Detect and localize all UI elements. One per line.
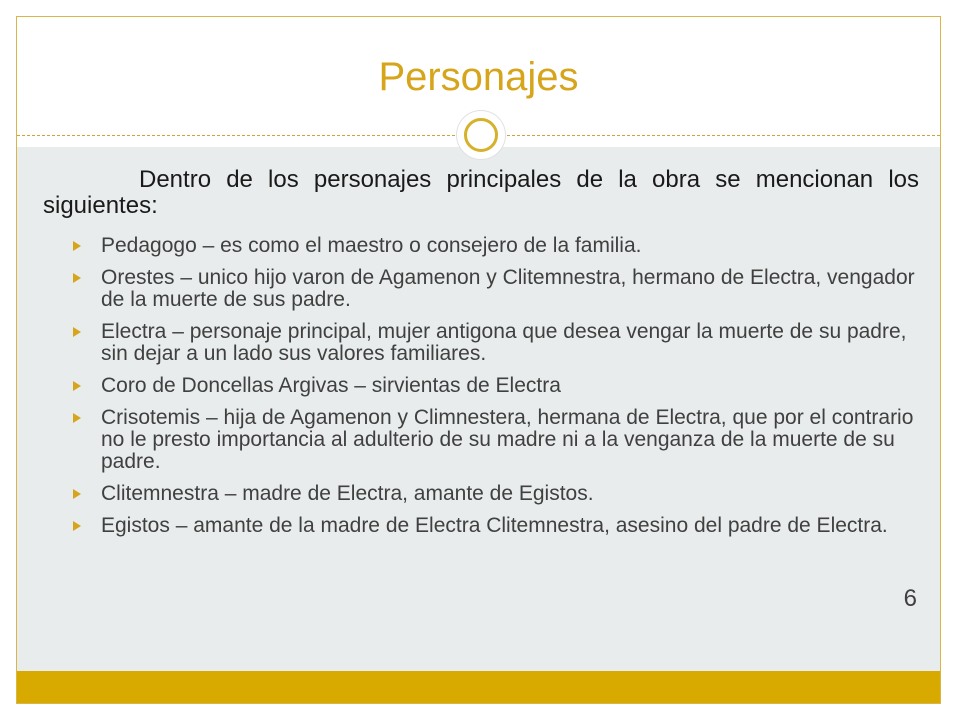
circle-ornament-icon (457, 111, 505, 159)
list-item-text: Egistos – amante de la madre de Electra Clitemnestra, asesino del padre de Electra. (101, 514, 888, 537)
arrow-bullet-icon (73, 327, 81, 337)
arrow-bullet-icon (73, 413, 81, 423)
arrow-bullet-icon (73, 521, 81, 531)
circle-ornament-inner (464, 118, 498, 152)
list-item (43, 375, 919, 397)
list-item-text: Crisotemis – hija de Agamenon y Climnestera, hermana de Electra, que por el contrario no le presto importancia al adulterio de su madre ni a la venganza de la muerte de su padre. (101, 406, 914, 473)
list-item-text: Pedagogo – es como el maestro o consejero de la familia. (101, 234, 642, 257)
list-item (43, 515, 919, 537)
list-item (43, 407, 919, 473)
arrow-bullet-icon (73, 489, 81, 499)
list-item-text: Electra – personaje principal, mujer antigona que desea vengar la muerte de su padre, sin dejar a un lado sus valores familiares. (101, 320, 907, 365)
arrow-bullet-icon (73, 241, 81, 251)
arrow-bullet-icon (73, 273, 81, 283)
intro-text: Dentro de los personajes principales de la obra se mencionan los siguientes: (43, 166, 919, 219)
list-item-text: Coro de Doncellas Argivas – sirvientas de Electra (101, 374, 561, 397)
list-item-text: Orestes – unico hijo varon de Agamenon y Clitemnestra, hermano de Electra, vengador de la muerte de sus padre. (101, 266, 915, 311)
character-list (43, 235, 919, 547)
list-item (43, 483, 919, 505)
page-number: 6 (903, 585, 917, 612)
list-item-text: Clitemnestra – madre de Electra, amante de Egistos. (101, 482, 594, 505)
list-item (43, 235, 919, 257)
slide-frame (16, 16, 941, 704)
intro-paragraph (43, 167, 919, 219)
list-item (43, 321, 919, 365)
slide-title: Personajes (378, 55, 579, 99)
arrow-bullet-icon (73, 381, 81, 391)
list-item (43, 267, 919, 311)
bottom-band (17, 671, 940, 703)
